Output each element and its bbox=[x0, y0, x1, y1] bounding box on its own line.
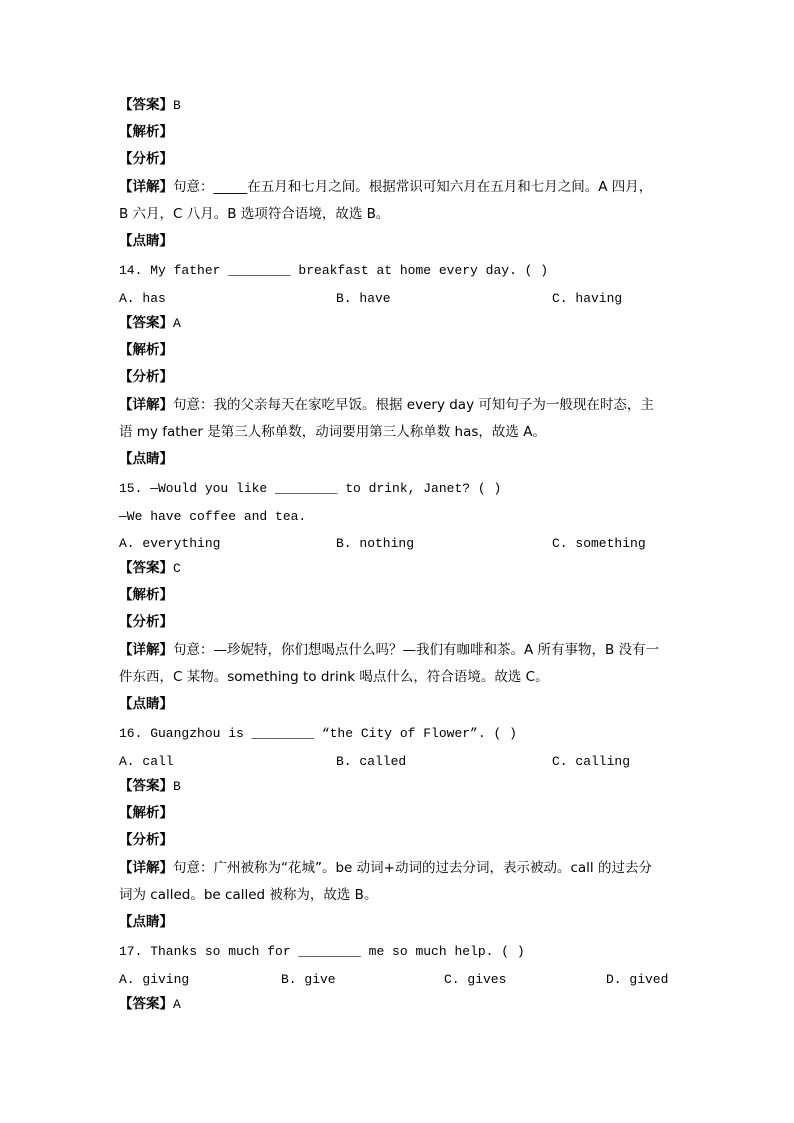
analysis-label: 【解析】 bbox=[119, 342, 173, 358]
option-c: C. gives bbox=[444, 972, 507, 987]
question-stem: 17. Thanks so much for ________ me so much help. ( ) bbox=[119, 944, 525, 959]
option-b: B. nothing bbox=[336, 536, 415, 551]
fenxi-label: 【分析】 bbox=[119, 151, 173, 167]
question-stem: 15. —Would you like ________ to drink, Janet? ( ) bbox=[119, 481, 502, 496]
answer-line: 【答案】B bbox=[119, 97, 181, 113]
answer-line: 【答案】C bbox=[119, 560, 181, 576]
option-c: C. something bbox=[552, 536, 646, 551]
option-a: A. everything bbox=[119, 536, 221, 551]
detail-line-2: 件东西，C 某物。something to drink 喝点什么，符合语境。故选 C。 bbox=[119, 669, 549, 685]
answer-line: 【答案】A bbox=[119, 315, 181, 331]
answer-line: 【答案】B bbox=[119, 778, 181, 794]
dianjing-label: 【点睛】 bbox=[119, 233, 173, 249]
dianjing-label: 【点睛】 bbox=[119, 696, 173, 712]
option-a: A. giving bbox=[119, 972, 190, 987]
fenxi-label: 【分析】 bbox=[119, 614, 173, 630]
dianjing-label: 【点睛】 bbox=[119, 914, 173, 930]
option-b: B. called bbox=[336, 754, 407, 769]
detail-line-2: B 六月，C 八月。B 选项符合语境，故选 B。 bbox=[119, 206, 390, 222]
option-c: C. calling bbox=[552, 754, 631, 769]
detail-line: 【详解】句意：—珍妮特，你们想喝点什么吗？—我们有咖啡和茶。A 所有事物，B 没有一 bbox=[119, 642, 660, 658]
dianjing-label: 【点睛】 bbox=[119, 451, 173, 467]
detail-line-2: 词为 called。be called 被称为，故选 B。 bbox=[119, 887, 378, 903]
option-b: B. have bbox=[336, 291, 391, 306]
detail-line: 【详解】句意：_____在五月和七月之间。根据常识可知六月在五月和七月之间。A 四月， bbox=[119, 179, 653, 195]
fenxi-label: 【分析】 bbox=[119, 832, 173, 848]
detail-line: 【详解】句意：广州被称为“花城”。be 动词+动词的过去分词，表示被动。call 的过去分 bbox=[119, 860, 652, 876]
option-b: B. give bbox=[281, 972, 336, 987]
question-stem-2: —We have coffee and tea. bbox=[119, 509, 307, 524]
question-stem: 16. Guangzhou is ________ “the City of Flower”. ( ) bbox=[119, 726, 517, 741]
detail-line: 【详解】句意：我的父亲每天在家吃早饭。根据 every day 可知句子为一般现在时态，主 bbox=[119, 397, 654, 413]
answer-line: 【答案】A bbox=[119, 996, 181, 1012]
detail-line-2: 语 my father 是第三人称单数，动词要用第三人称单数 has，故选 A。 bbox=[119, 424, 546, 440]
question-stem: 14. My father ________ breakfast at home every day. ( ) bbox=[119, 263, 549, 278]
analysis-label: 【解析】 bbox=[119, 587, 173, 603]
fenxi-label: 【分析】 bbox=[119, 369, 173, 385]
option-d: D. gived bbox=[606, 972, 669, 987]
analysis-label: 【解析】 bbox=[119, 805, 173, 821]
option-c: C. having bbox=[552, 291, 623, 306]
analysis-label: 【解析】 bbox=[119, 124, 173, 140]
option-a: A. has bbox=[119, 291, 166, 306]
option-a: A. call bbox=[119, 754, 174, 769]
